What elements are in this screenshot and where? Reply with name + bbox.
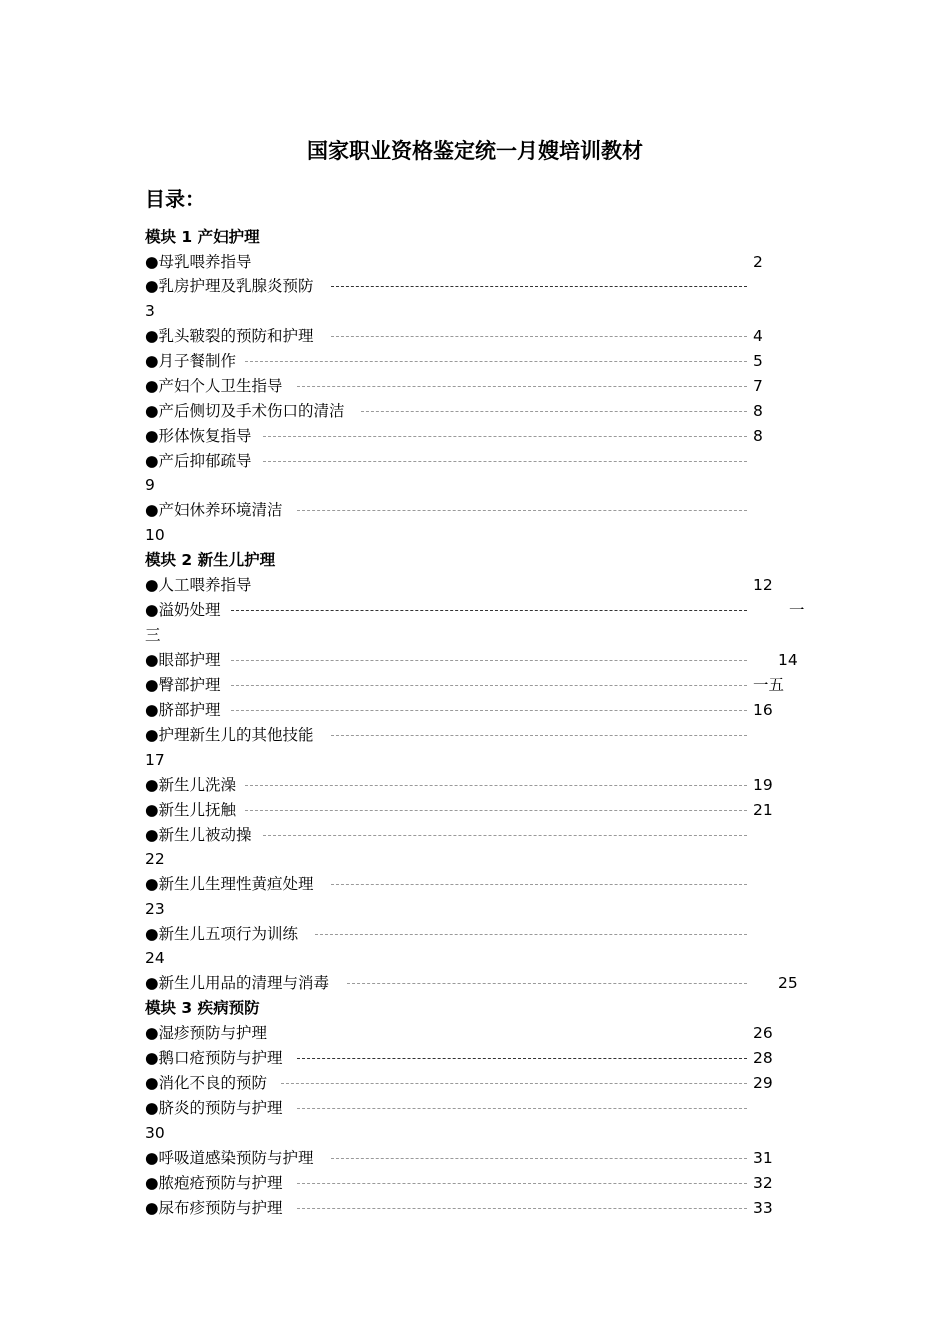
dot-leader	[263, 461, 747, 462]
toc-entry[interactable]	[145, 872, 785, 896]
toc-page-number: 14	[778, 651, 798, 669]
toc-page-number: 22	[145, 850, 165, 868]
toc-entry[interactable]	[145, 698, 785, 722]
toc-entry[interactable]	[145, 449, 785, 473]
toc-page-number: 5	[753, 352, 763, 370]
toc-entry-label: ●消化不良的预防	[145, 1074, 268, 1092]
toc-entry-label: ●新生儿被动操	[145, 826, 252, 844]
toc-page-number: 2	[753, 253, 763, 271]
toc-entry-label: ●新生儿生理性黄疸处理	[145, 875, 314, 893]
module-heading: 模块 3 疾病预防	[145, 999, 260, 1017]
toc-entry[interactable]	[145, 498, 785, 522]
toc-entry[interactable]	[145, 1096, 785, 1120]
toc-page-number: 32	[753, 1174, 773, 1192]
toc-entry-label: ●月子餐制作	[145, 352, 237, 370]
dot-leader	[331, 286, 747, 287]
toc-page-number: 16	[753, 701, 773, 719]
toc-entry-label: ●新生儿用品的清理与消毒	[145, 974, 330, 992]
dot-leader	[245, 785, 747, 786]
toc-entry[interactable]	[145, 424, 785, 448]
toc-entry[interactable]	[145, 773, 785, 797]
toc-entry[interactable]	[145, 349, 785, 373]
toc-entry-label: ●形体恢复指导	[145, 427, 252, 445]
document-title: 国家职业资格鉴定统一月嫂培训教材	[307, 139, 643, 163]
toc-page-number: 一	[789, 601, 805, 619]
toc-entry-label: ●乳头皲裂的预防和护理	[145, 327, 314, 345]
toc-entry[interactable]	[145, 1171, 785, 1195]
toc-entry[interactable]	[145, 274, 785, 298]
toc-page-number: 8	[753, 427, 763, 445]
toc-entry-label: ●湿疹预防与护理	[145, 1024, 268, 1042]
toc-entry[interactable]	[145, 324, 785, 348]
toc-entry[interactable]	[145, 673, 825, 697]
dot-leader	[315, 934, 747, 935]
toc-entry-label: ●眼部护理	[145, 651, 221, 669]
toc-entry-label: ●呼吸道感染预防与护理	[145, 1149, 314, 1167]
toc-page-number: 9	[145, 476, 155, 494]
toc-page-number: 33	[753, 1199, 773, 1217]
toc-entry[interactable]	[145, 922, 785, 946]
toc-page-number: 3	[145, 302, 155, 320]
dot-leader	[297, 386, 747, 387]
toc-page-number: 12	[753, 576, 773, 594]
dot-leader	[297, 1108, 747, 1109]
toc-page-number: 29	[753, 1074, 773, 1092]
toc-entry-label: ●臀部护理	[145, 676, 221, 694]
toc-entry-label: ●产妇个人卫生指导	[145, 377, 283, 395]
toc-page-number: 26	[753, 1024, 773, 1042]
dot-leader	[231, 660, 747, 661]
toc-entry-label: ●护理新生儿的其他技能	[145, 726, 314, 744]
toc-entry-label: ●新生儿五项行为训练	[145, 925, 299, 943]
dot-leader	[297, 1208, 747, 1209]
toc-page-number: 24	[145, 949, 165, 967]
dot-leader	[231, 685, 747, 686]
toc-heading: 目录：	[145, 187, 205, 211]
toc-page-number: 一五	[753, 676, 785, 694]
toc-page-number: 31	[753, 1149, 773, 1167]
toc-entry[interactable]	[145, 573, 785, 597]
toc-entry-label: ●脐炎的预防与护理	[145, 1099, 283, 1117]
dot-leader	[331, 1158, 747, 1159]
toc-entry[interactable]	[145, 374, 785, 398]
toc-entry-label: ●鹅口疮预防与护理	[145, 1049, 283, 1067]
toc-page-number: 28	[753, 1049, 773, 1067]
toc-page-number: 7	[753, 377, 763, 395]
dot-leader	[297, 510, 747, 511]
toc-entry-label: ●母乳喂养指导	[145, 253, 252, 271]
toc-entry[interactable]	[145, 798, 785, 822]
toc-entry-label: ●产后侧切及手术伤口的清洁	[145, 402, 345, 420]
module-heading: 模块 1 产妇护理	[145, 228, 260, 246]
toc-page-number: 19	[753, 776, 773, 794]
toc-page-number: 4	[753, 327, 763, 345]
toc-page-number: 17	[145, 751, 165, 769]
dot-leader	[361, 411, 747, 412]
dot-leader	[281, 1083, 747, 1084]
dot-leader	[347, 983, 747, 984]
dot-leader	[245, 361, 747, 362]
dot-leader	[263, 835, 747, 836]
toc-entry[interactable]	[145, 1046, 785, 1070]
dot-leader	[331, 735, 747, 736]
toc-entry-label: ●尿布疹预防与护理	[145, 1199, 283, 1217]
toc-page-number: 21	[753, 801, 773, 819]
toc-entry[interactable]	[145, 1146, 785, 1170]
toc-entry[interactable]	[145, 1196, 785, 1220]
toc-entry-label: ●产妇休养环境清洁	[145, 501, 283, 519]
toc-entry-label: ●脓疱疮预防与护理	[145, 1174, 283, 1192]
toc-page-number: 8	[753, 402, 763, 420]
toc-entry[interactable]	[145, 971, 825, 995]
toc-entry[interactable]	[145, 1021, 785, 1045]
toc-entry-label: ●脐部护理	[145, 701, 221, 719]
dot-leader	[231, 610, 747, 611]
toc-entry-label: ●乳房护理及乳腺炎预防	[145, 277, 314, 295]
toc-entry[interactable]	[145, 648, 825, 672]
toc-entry-label: ●产后抑郁疏导	[145, 452, 252, 470]
toc-entry[interactable]	[145, 1071, 785, 1095]
toc-entry[interactable]	[145, 399, 785, 423]
toc-entry-label: ●溢奶处理	[145, 601, 221, 619]
dot-leader	[263, 436, 747, 437]
toc-page-number: 25	[778, 974, 798, 992]
toc-entry[interactable]	[145, 723, 785, 747]
module-heading: 模块 2 新生儿护理	[145, 551, 276, 569]
toc-page-number: 10	[145, 526, 165, 544]
toc-entry[interactable]	[145, 598, 825, 622]
dot-leader	[231, 710, 747, 711]
dot-leader	[331, 884, 747, 885]
dot-leader	[297, 1058, 747, 1059]
toc-entry[interactable]	[145, 823, 785, 847]
toc-entry-label: ●新生儿洗澡	[145, 776, 237, 794]
toc-page-number: 23	[145, 900, 165, 918]
toc-entry-label: ●新生儿抚触	[145, 801, 237, 819]
dot-leader	[331, 336, 747, 337]
toc-entry[interactable]	[145, 250, 785, 274]
dot-leader	[245, 810, 747, 811]
toc-page-number: 30	[145, 1124, 165, 1142]
dot-leader	[297, 1183, 747, 1184]
toc-entry-label: ●人工喂养指导	[145, 576, 252, 594]
toc-page-number: 三	[145, 626, 161, 644]
